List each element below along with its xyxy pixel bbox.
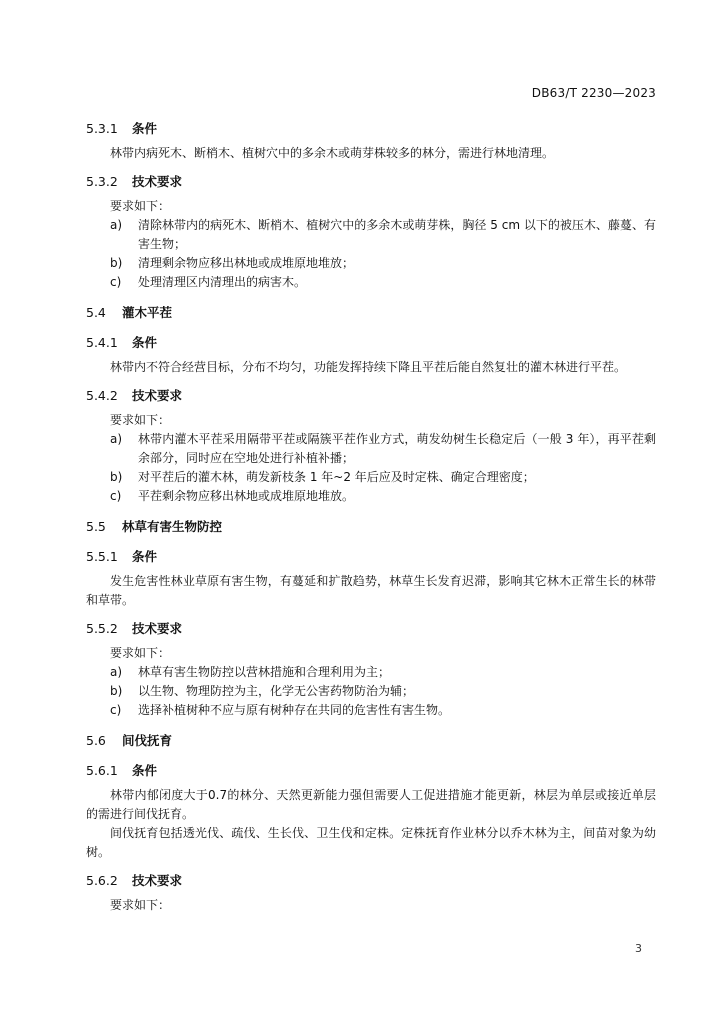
heading-title: 间伐抚育 xyxy=(122,733,173,748)
list-item xyxy=(86,468,656,487)
list-item-text: 平茬剩余物应移出林地或成堆原地堆放。 xyxy=(138,489,355,503)
list-item-text: 林带内灌木平茬采用隔带平茬或隔簇平茬作业方式，萌发幼树生长稳定后（一般 3 年），再平茬剩余部分，同时应在空地处进行补植补播； xyxy=(138,432,656,465)
list-intro: 要求如下： xyxy=(110,413,171,427)
heading-number: 5.5.1 xyxy=(86,549,118,564)
heading-number: 5.6.2 xyxy=(86,873,118,888)
list-item xyxy=(86,273,656,292)
list-marker: a) xyxy=(110,665,123,679)
paragraph: 林带内郁闭度大于0.7的林分、天然更新能力强但需要人工促进措施才能更新，林层为单层或接近单层的需进行间伐抚育。 xyxy=(86,788,656,821)
heading-5-6 xyxy=(86,730,656,752)
heading-title: 条件 xyxy=(132,335,158,350)
requirement-list xyxy=(86,430,656,506)
heading-title: 条件 xyxy=(132,549,158,564)
list-item xyxy=(86,216,656,254)
paragraph: 发生危害性林业草原有害生物，有蔓延和扩散趋势，林草生长发育迟滞，影响其它林木正常生长的林带和草带。 xyxy=(86,574,656,607)
list-marker: b) xyxy=(110,684,123,698)
list-marker: a) xyxy=(110,432,123,446)
heading-title: 条件 xyxy=(132,763,158,778)
list-item xyxy=(86,663,656,682)
list-item-text: 选择补植树种不应与原有树种存在共同的危害性有害生物。 xyxy=(138,703,451,717)
document-body xyxy=(86,118,656,915)
list-item-text: 清理剩余物应移出林地或成堆原地堆放； xyxy=(138,256,355,270)
page-number: 3 xyxy=(635,942,642,955)
list-intro: 要求如下： xyxy=(110,646,171,660)
list-item xyxy=(86,254,656,273)
heading-title: 灌木平茬 xyxy=(122,305,173,320)
standard-number: DB63/T 2230—2023 xyxy=(531,86,656,100)
heading-5-5 xyxy=(86,516,656,538)
heading-5-3-1 xyxy=(86,118,656,140)
heading-5-4-1 xyxy=(86,332,656,354)
heading-title: 技术要求 xyxy=(132,621,183,636)
list-item-text: 以生物、物理防控为主，化学无公害药物防治为辅； xyxy=(138,684,415,698)
heading-5-4 xyxy=(86,302,656,324)
list-item-text: 对平茬后的灌木林，萌发新枝条 1 年~2 年后应及时定株、确定合理密度； xyxy=(138,470,535,484)
list-marker: c) xyxy=(110,703,122,717)
list-item xyxy=(86,701,656,720)
heading-5-5-1 xyxy=(86,546,656,568)
list-marker: b) xyxy=(110,256,123,270)
requirement-list xyxy=(86,663,656,720)
heading-title: 技术要求 xyxy=(132,174,183,189)
heading-title: 条件 xyxy=(132,121,158,136)
heading-5-4-2 xyxy=(86,385,656,407)
heading-number: 5.5 xyxy=(86,519,106,534)
paragraph: 林带内不符合经营目标，分布不均匀，功能发挥持续下降且平茬后能自然复壮的灌木林进行平茬。 xyxy=(110,360,627,374)
heading-number: 5.6 xyxy=(86,733,106,748)
heading-title: 技术要求 xyxy=(132,873,183,888)
paragraph: 间伐抚育包括透光伐、疏伐、生长伐、卫生伐和定株。定株抚育作业林分以乔木林为主，间苗对象为幼树。 xyxy=(86,826,656,859)
heading-number: 5.6.1 xyxy=(86,763,118,778)
list-item-text: 处理清理区内清理出的病害木。 xyxy=(138,275,307,289)
paragraph: 林带内病死木、断梢木、植树穴中的多余木或萌芽株较多的林分，需进行林地清理。 xyxy=(110,146,555,160)
list-intro: 要求如下： xyxy=(110,199,171,213)
list-marker: c) xyxy=(110,489,122,503)
list-intro: 要求如下： xyxy=(110,898,171,912)
list-marker: c) xyxy=(110,275,122,289)
heading-5-6-2 xyxy=(86,870,656,892)
list-item xyxy=(86,430,656,468)
heading-number: 5.4 xyxy=(86,305,106,320)
heading-title: 技术要求 xyxy=(132,388,183,403)
list-item xyxy=(86,682,656,701)
heading-number: 5.4.1 xyxy=(86,335,118,350)
heading-title: 林草有害生物防控 xyxy=(122,519,223,534)
list-marker: b) xyxy=(110,470,123,484)
heading-number: 5.3.2 xyxy=(86,174,118,189)
list-item xyxy=(86,487,656,506)
list-item-text: 林草有害生物防控以营林措施和合理利用为主； xyxy=(138,665,391,679)
heading-number: 5.3.1 xyxy=(86,121,118,136)
heading-5-3-2 xyxy=(86,171,656,193)
heading-5-6-1 xyxy=(86,760,656,782)
list-item-text: 清除林带内的病死木、断梢木、植树穴中的多余木或萌芽株，胸径 5 cm 以下的被压木、藤蔓、有害生物； xyxy=(138,218,656,251)
heading-number: 5.5.2 xyxy=(86,621,118,636)
list-marker: a) xyxy=(110,218,123,232)
heading-number: 5.4.2 xyxy=(86,388,118,403)
requirement-list xyxy=(86,216,656,292)
heading-5-5-2 xyxy=(86,618,656,640)
